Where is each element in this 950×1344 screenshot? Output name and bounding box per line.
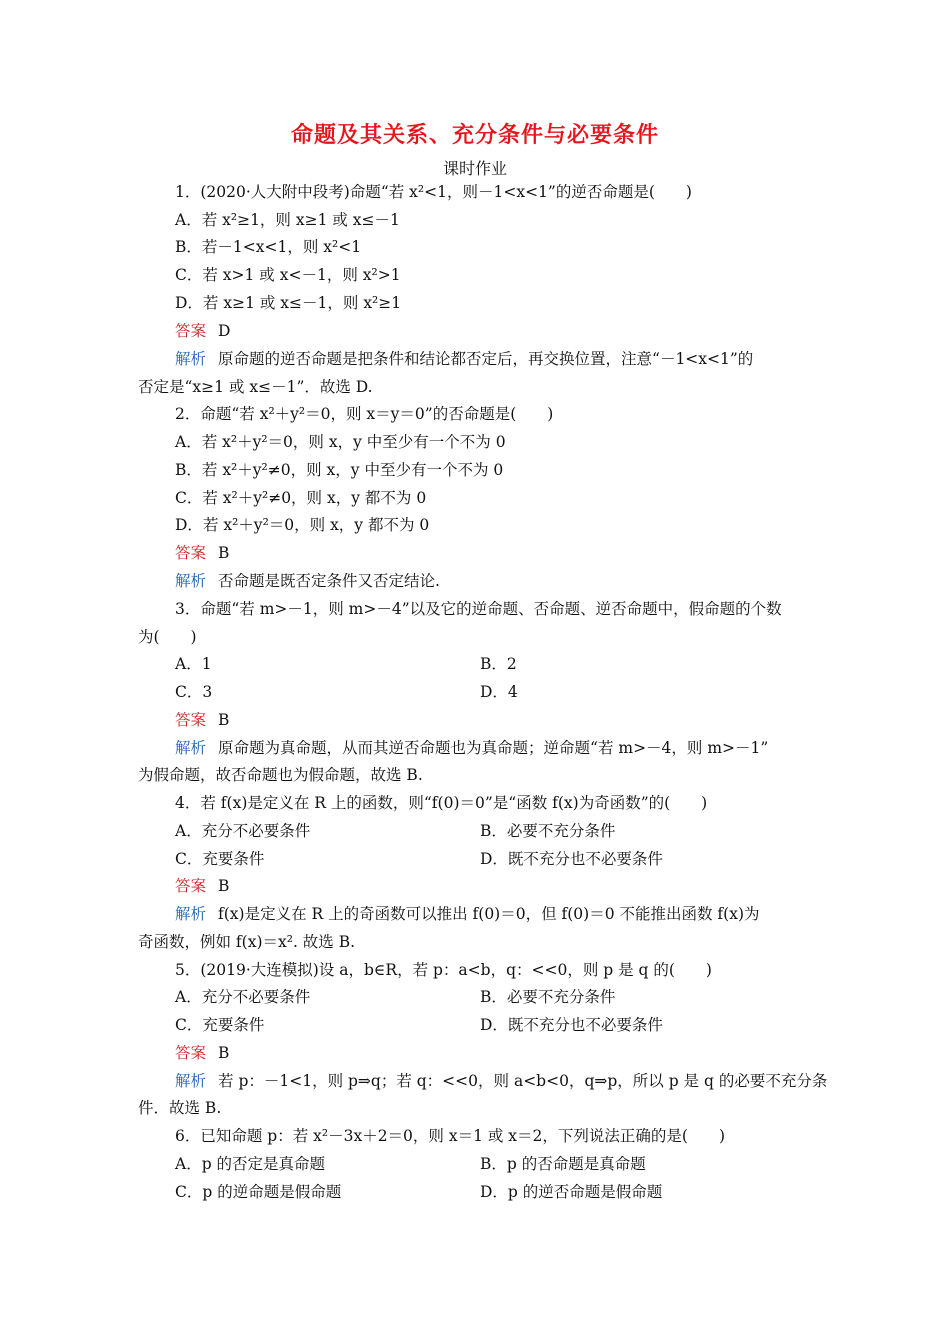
analysis-label: 解析 bbox=[175, 905, 207, 923]
analysis-text: f(x)是定义在 R 上的奇函数可以推出 f(0)＝0，但 f(0)＝0 不能推出函数 f(x)为 bbox=[218, 905, 760, 923]
analysis-line bbox=[175, 904, 760, 924]
question-option: A．p 的否定是真命题 bbox=[175, 1155, 326, 1173]
question-stem: 5．(2019·大连模拟)设 a，b∈R，若 p：a<b，q：<<0，则 p 是 q 的( ) bbox=[175, 961, 712, 979]
answer-line bbox=[175, 710, 229, 730]
question-stem: 1．(2020·人大附中段考)命题“若 x²<1，则－1<x<1”的逆否命题是( ) bbox=[175, 183, 692, 201]
question-option: C．若 x>1 或 x<－1，则 x²>1 bbox=[175, 266, 401, 284]
analysis-label: 解析 bbox=[175, 350, 207, 368]
page-subtitle: 课时作业 bbox=[442, 159, 507, 178]
answer-line bbox=[175, 543, 229, 563]
analysis-text-cont: 件．故选 B. bbox=[138, 1099, 222, 1117]
question-option: C．3 bbox=[175, 683, 213, 701]
analysis-line bbox=[175, 1071, 827, 1091]
question-option: B．若－1<x<1，则 x²<1 bbox=[175, 238, 362, 256]
question-stem: 6．已知命题 p：若 x²－3x＋2＝0，则 x＝1 或 x＝2，下列说法正确的是( ) bbox=[175, 1127, 726, 1145]
answer-label: 答案 bbox=[175, 322, 207, 340]
analysis-text: 若 p：－1<1，则 p⇒q；若 q：<<0，则 a<b<0，q⇒p，所以 p 是 q 的必要不充分条 bbox=[218, 1072, 828, 1090]
question-option: D．4 bbox=[480, 683, 518, 701]
question-option: A．若 x²＋y²＝0，则 x，y 中至少有一个不为 0 bbox=[175, 433, 506, 451]
answer-value: B bbox=[218, 877, 230, 895]
question-stem: 4．若 f(x)是定义在 R 上的函数，则“f(0)＝0”是“函数 f(x)为奇函数”的( ) bbox=[175, 794, 708, 812]
question-option: D．若 x≥1 或 x≤－1，则 x²≥1 bbox=[175, 294, 402, 312]
analysis-label: 解析 bbox=[175, 739, 207, 757]
question-option: D．既不充分也不必要条件 bbox=[480, 1016, 663, 1034]
analysis-text-cont: 为假命题，故否命题也为假命题，故选 B. bbox=[138, 766, 423, 784]
question-option: A．充分不必要条件 bbox=[175, 822, 311, 840]
analysis-text-cont: 奇函数，例如 f(x)＝x². 故选 B. bbox=[138, 933, 356, 951]
question-option: D．既不充分也不必要条件 bbox=[480, 850, 663, 868]
answer-label: 答案 bbox=[175, 711, 207, 729]
answer-line bbox=[175, 1043, 229, 1063]
answer-value: B bbox=[218, 1044, 230, 1062]
question-option: B．必要不充分条件 bbox=[480, 822, 616, 840]
question-option: B．2 bbox=[480, 655, 517, 673]
answer-value: D bbox=[218, 322, 231, 340]
analysis-label: 解析 bbox=[175, 572, 207, 590]
analysis-text: 原命题的逆否命题是把条件和结论都否定后，再交换位置，注意“－1<x<1”的 bbox=[218, 350, 754, 368]
analysis-text: 否命题是既否定条件又否定结论. bbox=[218, 572, 440, 590]
answer-value: B bbox=[218, 544, 230, 562]
question-stem: 3．命题“若 m>－1，则 m>－4”以及它的逆命题、否命题、逆否命题中，假命题的个数 bbox=[175, 600, 782, 618]
analysis-label: 解析 bbox=[175, 1072, 207, 1090]
question-stem: 2．命题“若 x²＋y²＝0，则 x＝y＝0”的否命题是( ) bbox=[175, 405, 554, 423]
question-option: A．充分不必要条件 bbox=[175, 988, 311, 1006]
question-option: C．充要条件 bbox=[175, 850, 265, 868]
analysis-line bbox=[175, 349, 753, 369]
question-option: D．若 x²＋y²＝0，则 x，y 都不为 0 bbox=[175, 516, 430, 534]
question-option: B．必要不充分条件 bbox=[480, 988, 616, 1006]
page-title: 命题及其关系、充分条件与必要条件 bbox=[290, 122, 659, 148]
answer-line bbox=[175, 876, 229, 896]
question-option: B．若 x²＋y²≠0，则 x，y 中至少有一个不为 0 bbox=[175, 461, 504, 479]
answer-value: B bbox=[218, 711, 230, 729]
question-stem-cont: 为( ) bbox=[138, 628, 197, 646]
answer-label: 答案 bbox=[175, 877, 207, 895]
answer-line bbox=[175, 321, 230, 341]
question-option: A．1 bbox=[175, 655, 212, 673]
question-option: C．p 的逆命题是假命题 bbox=[175, 1183, 342, 1201]
question-option: B．p 的否命题是真命题 bbox=[480, 1155, 646, 1173]
question-option: C．充要条件 bbox=[175, 1016, 265, 1034]
analysis-text: 原命题为真命题，从而其逆否命题也为真命题；逆命题“若 m>－4，则 m>－1” bbox=[218, 739, 769, 757]
question-option: D．p 的逆否命题是假命题 bbox=[480, 1183, 663, 1201]
analysis-text-cont: 否定是“x≥1 或 x≤－1”．故选 D. bbox=[138, 378, 373, 396]
answer-label: 答案 bbox=[175, 1044, 207, 1062]
question-option: A．若 x²≥1，则 x≥1 或 x≤－1 bbox=[175, 211, 400, 229]
question-option: C．若 x²＋y²≠0，则 x，y 都不为 0 bbox=[175, 489, 427, 507]
answer-label: 答案 bbox=[175, 544, 207, 562]
analysis-line bbox=[175, 571, 440, 591]
analysis-line bbox=[175, 738, 768, 758]
